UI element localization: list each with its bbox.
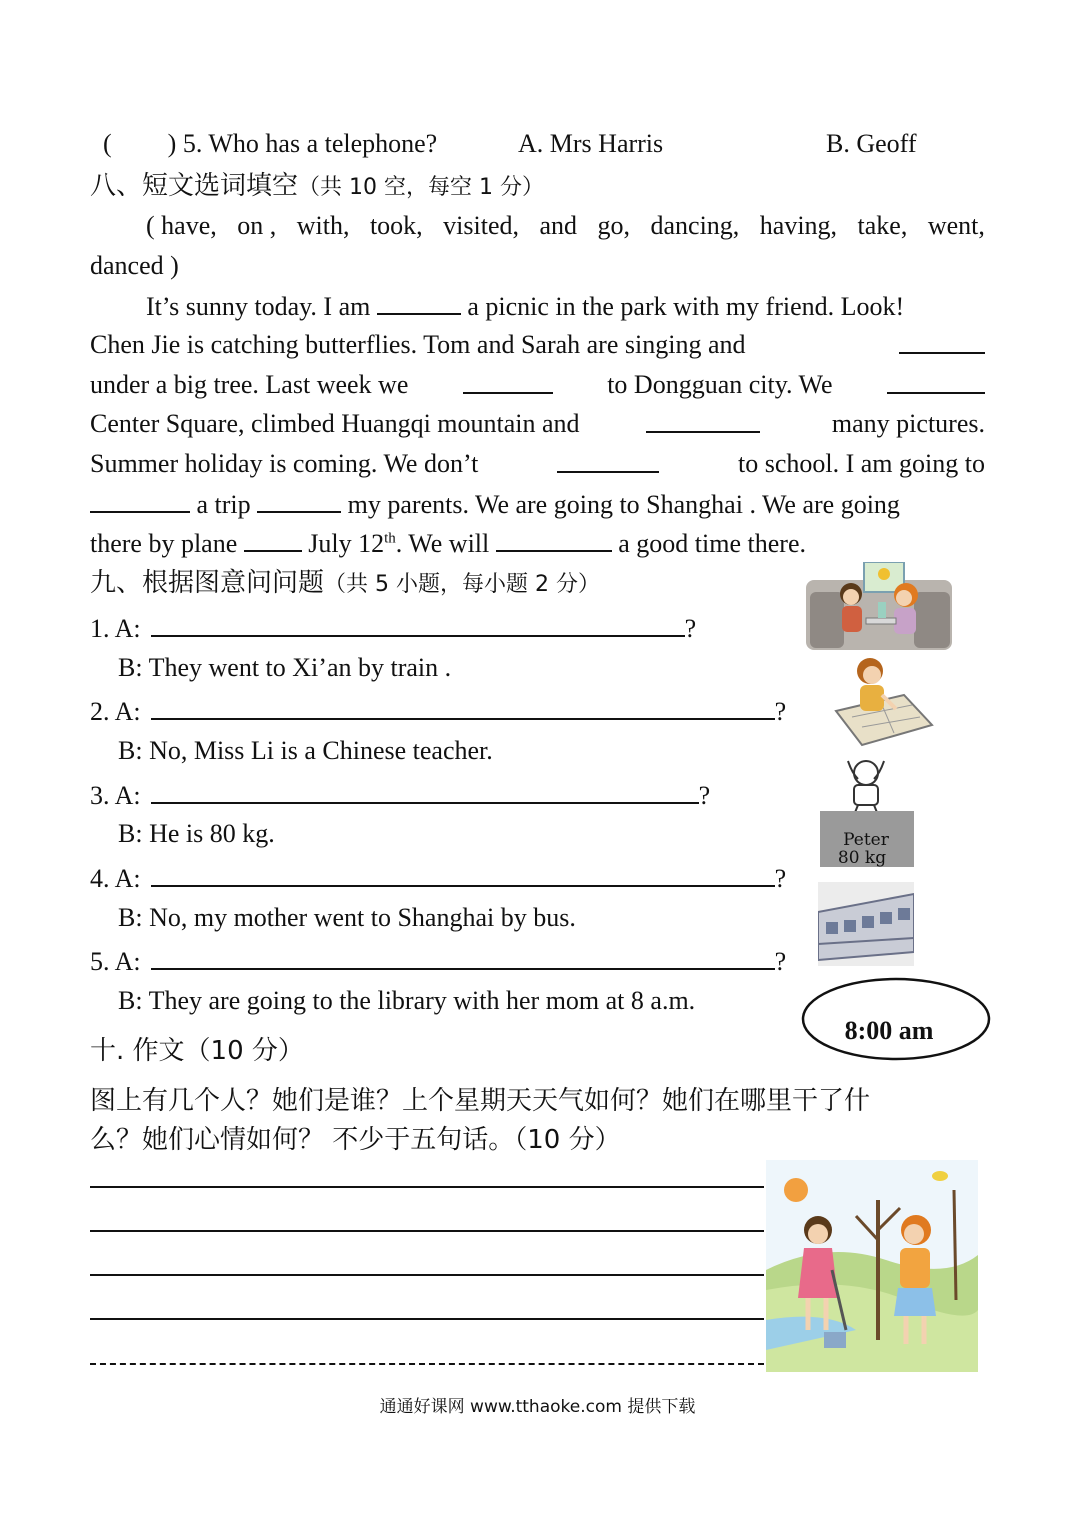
picture-girls-sofa <box>806 562 952 650</box>
section-8-heading: 八、短文选词填空（共 10 空，每空 1 分） <box>90 171 544 201</box>
word-bank-continued: danced ) <box>90 251 179 280</box>
blank-8[interactable] <box>257 489 341 513</box>
passage-line-3: under a big tree. Last week we to Dongguan city. We <box>90 370 985 400</box>
option-b: B. Geoff <box>826 129 917 158</box>
time-label: 8:00 am <box>844 1016 934 1045</box>
blank-7[interactable] <box>90 489 190 513</box>
passage-line-1: It’s sunny today. I am a picnic in the park with my friend. Look! <box>146 292 905 321</box>
q9-4-a: 4. A: ? <box>90 861 786 894</box>
blank-3[interactable] <box>463 370 553 394</box>
footer: 通通好课网 www.tthaoke.com 提供下载 <box>379 1397 696 1417</box>
answer-line-4[interactable] <box>151 861 775 887</box>
q9-2-b: B: No, Miss Li is a Chinese teacher. <box>118 736 493 765</box>
option-a: A. Mrs Harris <box>518 129 664 158</box>
passage-line-6: a trip my parents. We are going to Shanghai . We are going <box>90 489 900 520</box>
q9-1-b: B: They went to Xi’an by train . <box>118 653 452 682</box>
blank-2[interactable] <box>899 330 985 354</box>
answer-line-3[interactable] <box>151 778 699 804</box>
answer-paren-open: ( <box>103 129 112 158</box>
q9-3-a: 3. A: ? <box>90 778 710 811</box>
question-7-5 <box>103 129 437 159</box>
time-ellipse <box>800 976 992 1062</box>
writing-line-1[interactable] <box>90 1186 764 1188</box>
section-9-heading: 九、根据图意问问题（共 5 小题，每小题 2 分） <box>90 568 600 598</box>
q9-2-a: 2. A: ? <box>90 694 786 727</box>
q9-5-b: B: They are going to the library with her mom at 8 a.m. <box>118 986 696 1015</box>
passage-line-2: Chen Jie is catching butterflies. Tom and Sarah are singing and <box>90 330 985 360</box>
picture-planting-tree <box>766 1160 978 1372</box>
blank-4[interactable] <box>887 370 985 394</box>
answer-line-2[interactable] <box>151 694 775 720</box>
writing-line-4[interactable] <box>90 1318 764 1320</box>
picture-bus <box>818 882 914 966</box>
passage-line-7: there by plane July 12th. We will a good time there. <box>90 529 806 558</box>
essay-prompt-line-2: 么？她们心情如何？ 不少于五句话。（10 分） <box>90 1125 621 1155</box>
writing-line-3[interactable] <box>90 1274 764 1276</box>
essay-prompt-line-1: 图上有几个人？她们是谁？上个星期天天气如何？她们在哪里干了什 <box>90 1086 871 1116</box>
q9-5-a: 5. A: ? <box>90 944 786 977</box>
writing-line-2[interactable] <box>90 1230 764 1232</box>
blank-9[interactable] <box>244 528 302 552</box>
q9-4-b: B: No, my mother went to Shanghai by bus. <box>118 903 576 932</box>
q9-3-b: B: He is 80 kg. <box>118 819 275 848</box>
picture-teacher-drawing <box>832 655 936 747</box>
picture-peter-weight <box>818 757 914 867</box>
passage-line-5: Summer holiday is coming. We don’t to school. I am going to <box>90 449 985 478</box>
peter-weight: 80 kg <box>837 848 887 867</box>
blank-1[interactable] <box>377 291 461 315</box>
blank-6[interactable] <box>557 449 659 473</box>
writing-line-5[interactable] <box>90 1363 764 1365</box>
question-text: 5. Who has a telephone? <box>182 129 438 158</box>
passage-line-4: Center Square, climbed Huangqi mountain and many pictures. <box>90 409 985 438</box>
answer-paren-close: ) <box>167 129 177 158</box>
answer-line-1[interactable] <box>151 611 685 637</box>
answer-line-5[interactable] <box>151 944 775 970</box>
blank-10[interactable] <box>496 528 612 552</box>
word-bank: ( have, on , with, took, visited, and go, dancing, having, take, went, <box>146 211 985 240</box>
section-10-heading: 十. 作文（10 分） <box>90 1036 304 1066</box>
q9-1-a: 1. A: ? <box>90 611 696 644</box>
blank-5[interactable] <box>646 409 760 433</box>
peter-label: Peter <box>843 830 889 850</box>
